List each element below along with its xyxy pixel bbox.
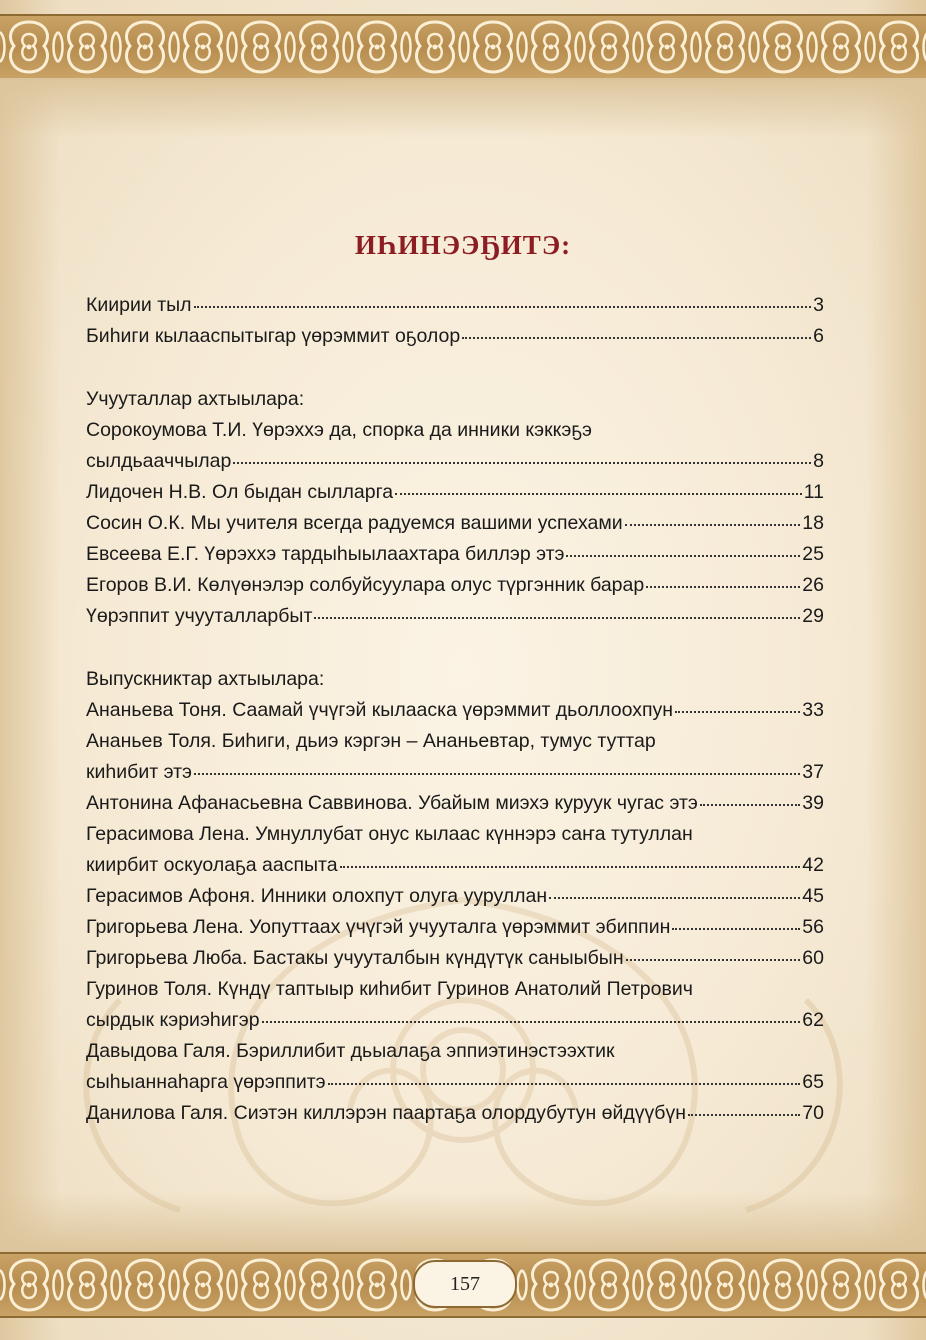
toc-entry-page: 39 bbox=[802, 792, 824, 814]
table-of-contents bbox=[86, 290, 824, 1129]
toc-entry-title: Лидочен Н.В. Ол быдан сылларга bbox=[86, 481, 394, 503]
toc-entry[interactable] bbox=[86, 570, 824, 601]
toc-entry[interactable] bbox=[86, 477, 824, 508]
toc-entry-page: 45 bbox=[802, 885, 824, 907]
toc-entry-title: Антонина Афанасьевна Саввинова. Убайым миэхэ куруук чугас этэ bbox=[86, 792, 698, 814]
toc-entry-title: Евсеева Е.Г. Үөрэххэ тардыһыылаахтара биллэр этэ bbox=[86, 543, 565, 565]
toc-entry[interactable] bbox=[86, 912, 824, 943]
toc-entry-page: 62 bbox=[802, 1009, 824, 1031]
toc-entry-page: 60 bbox=[802, 947, 824, 969]
leader-dots bbox=[566, 554, 800, 557]
leader-dots bbox=[262, 1020, 801, 1023]
toc-entry[interactable] bbox=[86, 601, 824, 632]
leader-dots bbox=[688, 1113, 800, 1116]
toc-entry-title: Биһиги кылааспытыгар үөрэммит оҕолор bbox=[86, 325, 461, 347]
toc-entry-page: 65 bbox=[802, 1071, 824, 1093]
toc-entry-title: Герасимов Афоня. Инники олохпут олуга ууруллан bbox=[86, 885, 548, 907]
toc-entry-title: киирбит оскуолаҕа ааспыта bbox=[86, 854, 338, 876]
toc-entry-title: Данилова Галя. Сиэтэн киллэрэн паартаҕа олордубутун өйдүүбүн bbox=[86, 1102, 686, 1124]
leader-dots bbox=[672, 927, 800, 930]
toc-entry-page: 25 bbox=[802, 543, 824, 565]
section-heading-alumni: Выпускниктар ахтыылара: bbox=[86, 668, 325, 690]
top-ornament-border bbox=[0, 14, 926, 80]
toc-entry[interactable] bbox=[86, 446, 824, 477]
toc-entry-page: 70 bbox=[802, 1102, 824, 1124]
toc-entry-page: 56 bbox=[802, 916, 824, 938]
toc-entry-page: 8 bbox=[813, 450, 824, 472]
toc-entry-title[interactable]: Ананьев Толя. Биһиги, дьиэ кэргэн – Ананьевтар, тумус туттар bbox=[86, 730, 656, 752]
toc-entry[interactable] bbox=[86, 881, 824, 912]
toc-entry-page: 18 bbox=[802, 512, 824, 534]
toc-entry[interactable] bbox=[86, 1005, 824, 1036]
toc-entry-title[interactable]: Гуринов Толя. Күндү таптыыр киһибит Гуринов Анатолий Петрович bbox=[86, 978, 693, 1000]
toc-entry-title: сырдык кэриэһигэр bbox=[86, 1009, 260, 1031]
leader-dots bbox=[625, 523, 801, 526]
toc-entry-page: 6 bbox=[813, 325, 824, 347]
toc-entry[interactable] bbox=[86, 321, 824, 352]
toc-entry[interactable] bbox=[86, 850, 824, 881]
toc-entry-title[interactable]: Давыдова Галя. Бэриллибит дьыалаҕа эппиэтинэстээхтик bbox=[86, 1040, 615, 1062]
toc-entry-page: 3 bbox=[813, 294, 824, 316]
page-number: 157 bbox=[413, 1260, 517, 1308]
toc-entry-page: 26 bbox=[802, 574, 824, 596]
bottom-frame-shadow bbox=[0, 1192, 926, 1252]
leader-dots bbox=[462, 336, 811, 339]
toc-entry[interactable] bbox=[86, 290, 824, 321]
toc-entry-page: 42 bbox=[802, 854, 824, 876]
leader-dots bbox=[194, 305, 812, 308]
toc-entry[interactable] bbox=[86, 757, 824, 788]
toc-entry-title: сыһыаннаһарга үөрэппитэ bbox=[86, 1071, 326, 1093]
leader-dots bbox=[646, 585, 800, 588]
toc-entry[interactable] bbox=[86, 508, 824, 539]
leader-dots bbox=[340, 865, 801, 868]
top-frame-shadow bbox=[0, 78, 926, 138]
leader-dots bbox=[194, 772, 800, 775]
leader-dots bbox=[549, 896, 800, 899]
toc-title: ИҺИНЭЭҔИТЭ: bbox=[354, 230, 572, 260]
leader-dots bbox=[395, 492, 802, 495]
toc-entry-title: Үөрэппит учууталларбыт bbox=[86, 605, 313, 627]
toc-entry-page: 11 bbox=[803, 481, 824, 503]
leader-dots bbox=[328, 1082, 801, 1085]
toc-entry-title: Егоров В.И. Көлүөнэлэр солбуйсуулара олус түргэнник барар bbox=[86, 574, 645, 596]
toc-entry-page: 37 bbox=[802, 761, 824, 783]
toc-entry[interactable] bbox=[86, 539, 824, 570]
toc-entry[interactable] bbox=[86, 943, 824, 974]
toc-entry-title: Григорьева Люба. Бастакы учууталбын күндүтүк саныыбын bbox=[86, 947, 624, 969]
toc-entry[interactable] bbox=[86, 695, 824, 726]
toc-entry-page: 33 bbox=[802, 699, 824, 721]
leader-dots bbox=[675, 710, 800, 713]
leader-dots bbox=[233, 461, 811, 464]
toc-entry-title: Киирии тыл bbox=[86, 294, 192, 316]
toc-entry-title: сылдьааччылар bbox=[86, 450, 232, 472]
toc-entry-title: киһибит этэ bbox=[86, 761, 192, 783]
toc-entry-title[interactable]: Герасимова Лена. Умнуллубат онус кылаас күннэрэ саҥа тутуллан bbox=[86, 823, 693, 845]
leader-dots bbox=[314, 616, 800, 619]
leader-dots bbox=[700, 803, 800, 806]
toc-entry-title: Григорьева Лена. Уопуттаах үчүгэй учууталга үөрэммит эбиппин bbox=[86, 916, 671, 938]
toc-entry[interactable] bbox=[86, 1067, 824, 1098]
toc-entry-title: Ананьева Тоня. Саамай үчүгэй кылааска үөрэммит дьоллоохпун bbox=[86, 699, 674, 721]
toc-entry-title: Сосин О.К. Мы учителя всегда радуемся вашими успехами bbox=[86, 512, 623, 534]
toc-entry[interactable] bbox=[86, 788, 824, 819]
toc-entry-page: 29 bbox=[802, 605, 824, 627]
leader-dots bbox=[626, 958, 801, 961]
section-heading-teachers: Учууталлар ахтыылара: bbox=[86, 388, 305, 410]
toc-entry[interactable] bbox=[86, 1098, 824, 1129]
toc-entry-title[interactable]: Сорокоумова Т.И. Үөрэххэ да, спорка да инники кэккэҕэ bbox=[86, 419, 593, 441]
